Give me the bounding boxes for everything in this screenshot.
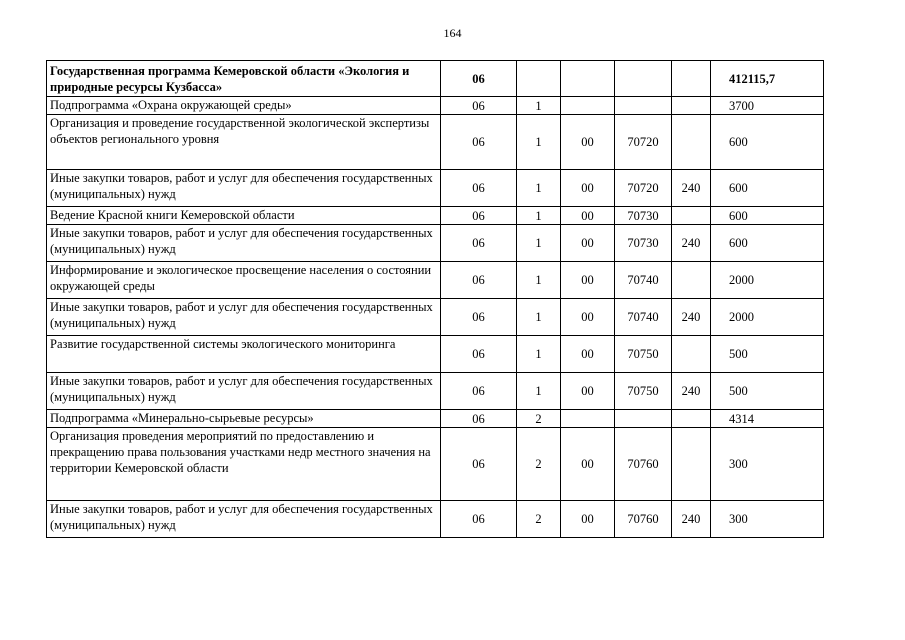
row-target-code-part2: 70730 (615, 207, 672, 225)
row-amount: 2000 (711, 262, 824, 299)
row-name: Организация проведения мероприятий по предоставлению и прекращению права пользования участками недр местного значения на территории Кемеровской области (47, 428, 441, 501)
row-target-code-part1: 00 (561, 115, 615, 170)
table-row (47, 410, 824, 428)
row-amount: 2000 (711, 299, 824, 336)
row-target-code-part1: 00 (561, 207, 615, 225)
row-name: Иные закупки товаров, работ и услуг для обеспечения государственных (муниципальных) нужд (47, 299, 441, 336)
row-expense-kind: 240 (672, 299, 711, 336)
row-amount: 412115,7 (711, 61, 824, 97)
row-name: Подпрограмма «Минерально-сырьевые ресурсы» (47, 410, 441, 428)
row-target-code-part1 (561, 97, 615, 115)
table-row (47, 373, 824, 410)
row-target-code-part1 (561, 410, 615, 428)
row-amount: 500 (711, 336, 824, 373)
row-target-code-part1: 00 (561, 299, 615, 336)
budget-table (46, 60, 824, 538)
row-subprogram: 2 (517, 501, 561, 538)
row-amount: 300 (711, 428, 824, 501)
row-target-code-part2 (615, 410, 672, 428)
row-target-code-part1: 00 (561, 262, 615, 299)
row-subprogram: 1 (517, 97, 561, 115)
row-target-code-part1: 00 (561, 428, 615, 501)
row-section: 06 (441, 61, 517, 97)
row-expense-kind (672, 115, 711, 170)
row-expense-kind (672, 61, 711, 97)
page-number: 164 (443, 26, 462, 40)
row-target-code-part1: 00 (561, 170, 615, 207)
row-expense-kind (672, 262, 711, 299)
table-row (47, 170, 824, 207)
row-target-code-part2: 70750 (615, 373, 672, 410)
row-target-code-part2: 70760 (615, 501, 672, 538)
row-subprogram: 1 (517, 262, 561, 299)
row-section: 06 (441, 336, 517, 373)
table-row (47, 336, 824, 373)
row-amount: 600 (711, 170, 824, 207)
row-name: Иные закупки товаров, работ и услуг для обеспечения государственных (муниципальных) нужд (47, 225, 441, 262)
table-row (47, 115, 824, 170)
row-target-code-part2 (615, 61, 672, 97)
row-subprogram: 1 (517, 170, 561, 207)
row-expense-kind: 240 (672, 170, 711, 207)
row-section: 06 (441, 410, 517, 428)
row-name: Подпрограмма «Охрана окружающей среды» (47, 97, 441, 115)
table-row (47, 225, 824, 262)
row-subprogram: 1 (517, 225, 561, 262)
row-section: 06 (441, 262, 517, 299)
row-target-code-part1 (561, 61, 615, 97)
row-target-code-part1: 00 (561, 501, 615, 538)
table-row (47, 299, 824, 336)
row-section: 06 (441, 115, 517, 170)
row-section: 06 (441, 299, 517, 336)
row-subprogram: 2 (517, 428, 561, 501)
row-name: Развитие государственной системы экологического мониторинга (47, 336, 441, 373)
row-amount: 300 (711, 501, 824, 538)
row-target-code-part2 (615, 97, 672, 115)
row-target-code-part2: 70740 (615, 299, 672, 336)
row-expense-kind (672, 336, 711, 373)
row-expense-kind (672, 207, 711, 225)
row-amount: 600 (711, 207, 824, 225)
row-name: Иные закупки товаров, работ и услуг для обеспечения государственных (муниципальных) нужд (47, 501, 441, 538)
row-subprogram: 1 (517, 207, 561, 225)
table-body (47, 61, 824, 538)
row-section: 06 (441, 207, 517, 225)
row-expense-kind (672, 410, 711, 428)
row-expense-kind: 240 (672, 373, 711, 410)
row-subprogram (517, 61, 561, 97)
row-amount: 500 (711, 373, 824, 410)
table-row (47, 61, 824, 97)
row-expense-kind (672, 428, 711, 501)
row-target-code-part2: 70720 (615, 170, 672, 207)
row-expense-kind: 240 (672, 225, 711, 262)
row-expense-kind (672, 97, 711, 115)
row-name: Ведение Красной книги Кемеровской области (47, 207, 441, 225)
row-section: 06 (441, 170, 517, 207)
row-expense-kind: 240 (672, 501, 711, 538)
row-target-code-part2: 70760 (615, 428, 672, 501)
row-subprogram: 1 (517, 373, 561, 410)
row-amount: 4314 (711, 410, 824, 428)
table-row (47, 428, 824, 501)
row-name: Информирование и экологическое просвещение населения о состоянии окружающей среды (47, 262, 441, 299)
row-subprogram: 1 (517, 299, 561, 336)
row-section: 06 (441, 501, 517, 538)
row-section: 06 (441, 225, 517, 262)
row-name: Государственная программа Кемеровской области «Экология и природные ресурсы Кузбасса» (47, 61, 441, 97)
row-target-code-part2: 70740 (615, 262, 672, 299)
row-subprogram: 2 (517, 410, 561, 428)
row-section: 06 (441, 373, 517, 410)
row-target-code-part2: 70750 (615, 336, 672, 373)
row-subprogram: 1 (517, 115, 561, 170)
row-target-code-part1: 00 (561, 373, 615, 410)
row-section: 06 (441, 97, 517, 115)
table-row (47, 501, 824, 538)
row-name: Иные закупки товаров, работ и услуг для обеспечения государственных (муниципальных) нужд (47, 170, 441, 207)
row-name: Организация и проведение государственной экологической экспертизы объектов регионального уровня (47, 115, 441, 170)
row-section: 06 (441, 428, 517, 501)
row-target-code-part2: 70730 (615, 225, 672, 262)
row-subprogram: 1 (517, 336, 561, 373)
row-amount: 600 (711, 225, 824, 262)
table-row (47, 207, 824, 225)
row-target-code-part1: 00 (561, 225, 615, 262)
row-target-code-part2: 70720 (615, 115, 672, 170)
table-row (47, 97, 824, 115)
row-target-code-part1: 00 (561, 336, 615, 373)
row-amount: 3700 (711, 97, 824, 115)
row-name: Иные закупки товаров, работ и услуг для обеспечения государственных (муниципальных) нужд (47, 373, 441, 410)
row-amount: 600 (711, 115, 824, 170)
table-row (47, 262, 824, 299)
